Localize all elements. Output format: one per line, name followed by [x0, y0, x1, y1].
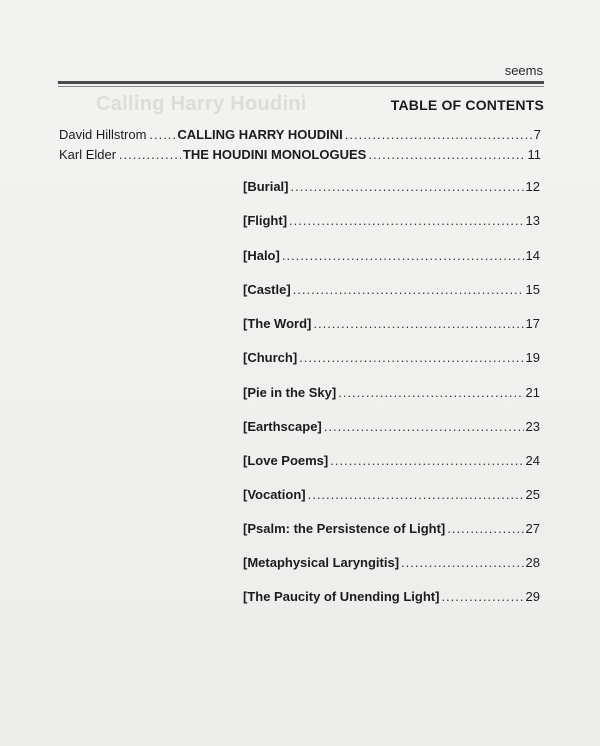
leader-dots	[119, 147, 181, 162]
toc-title: TABLE OF CONTENTS	[390, 97, 544, 113]
leader-dots	[368, 147, 525, 162]
show-through-heading: Calling Harry Houdini	[96, 93, 307, 115]
poem-page: 14	[525, 248, 540, 263]
leader-dots	[401, 555, 523, 570]
running-head: seems	[504, 63, 543, 78]
poem-title: [Love Poems]	[243, 453, 329, 468]
leader-dots	[308, 487, 524, 502]
poem-entry	[243, 248, 540, 263]
leader-dots	[324, 419, 524, 434]
header-rule-thin	[58, 86, 544, 87]
poem-title: [Halo]	[243, 248, 280, 263]
toc-entry	[59, 127, 541, 142]
poem-title: [Pie in the Sky]	[243, 385, 337, 400]
poem-entry	[243, 589, 540, 604]
poem-entry	[243, 213, 540, 228]
leader-dots	[330, 453, 523, 468]
poem-page: 12	[525, 179, 540, 194]
leader-dots	[313, 316, 523, 331]
poem-title: [Flight]	[243, 213, 288, 228]
poem-page: 29	[525, 589, 540, 604]
header-rule-thick	[58, 81, 544, 84]
poem-title: [Church]	[243, 350, 298, 365]
poem-entry	[243, 350, 540, 365]
leader-dots	[338, 385, 523, 400]
leader-dots	[299, 350, 523, 365]
leader-dots	[289, 213, 523, 228]
poem-title: [Earthscape]	[243, 419, 322, 434]
poem-page: 13	[525, 213, 540, 228]
poem-page: 15	[525, 282, 540, 297]
leader-dots	[293, 282, 524, 297]
toc-entry	[59, 147, 541, 162]
toc-entry-author: David Hillstrom	[59, 127, 147, 142]
poem-entry	[243, 179, 540, 194]
toc-entry-author: Karl Elder	[59, 147, 117, 162]
poem-title: [The Word]	[243, 316, 312, 331]
poem-title: [The Paucity of Unending Light]	[243, 589, 440, 604]
poem-title: [Vocation]	[243, 487, 306, 502]
poem-entry	[243, 282, 540, 297]
poem-page: 27	[525, 521, 540, 536]
poem-title: [Psalm: the Persistence of Light]	[243, 521, 446, 536]
leader-dots	[447, 521, 523, 536]
leader-dots	[291, 179, 524, 194]
poem-entry	[243, 521, 540, 536]
toc-entry-title: THE HOUDINI MONOLOGUES	[182, 147, 367, 162]
poem-entry	[243, 555, 540, 570]
toc-entry-page: 7	[533, 127, 541, 142]
toc-entry-title: CALLING HARRY HOUDINI	[177, 127, 343, 142]
poem-page: 28	[525, 555, 540, 570]
poem-title: [Burial]	[243, 179, 289, 194]
leader-dots	[345, 127, 532, 142]
leader-dots	[282, 248, 524, 263]
poem-entry	[243, 453, 540, 468]
poem-page: 23	[525, 419, 540, 434]
poem-title: [Castle]	[243, 282, 291, 297]
leader-dots	[441, 589, 523, 604]
poem-title: [Metaphysical Laryngitis]	[243, 555, 400, 570]
poem-page: 17	[525, 316, 540, 331]
poem-entry	[243, 419, 540, 434]
poem-page: 24	[525, 453, 540, 468]
poem-entry	[243, 316, 540, 331]
poem-page: 25	[525, 487, 540, 502]
poem-entry	[243, 487, 540, 502]
leader-dots	[149, 127, 175, 142]
poem-entry	[243, 385, 540, 400]
toc-entry-page: 11	[527, 147, 541, 162]
poem-page: 21	[525, 385, 540, 400]
poem-page: 19	[525, 350, 540, 365]
